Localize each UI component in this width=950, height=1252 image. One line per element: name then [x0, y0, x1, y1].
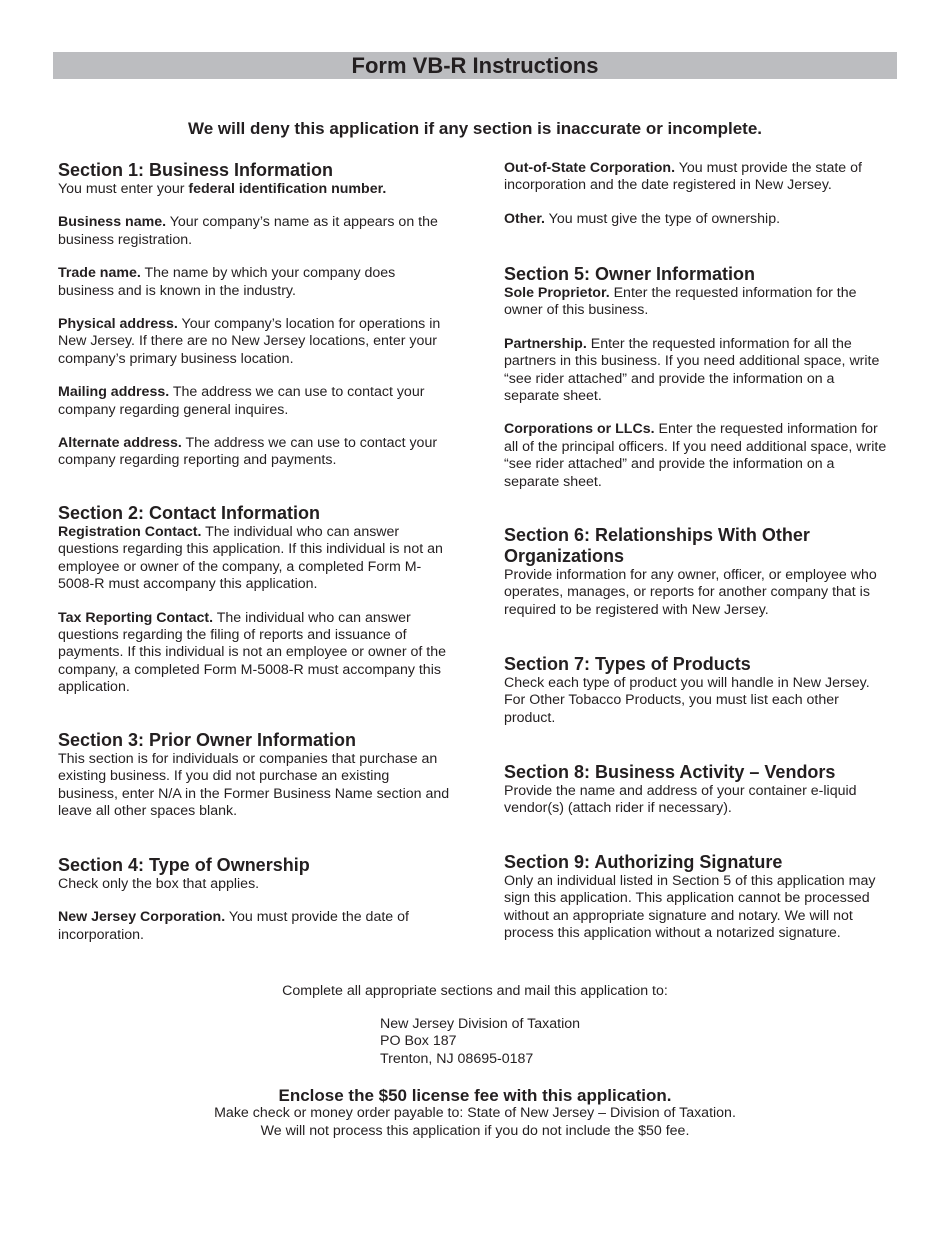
section-9-heading: Section 9: Authorizing Signature [504, 852, 783, 872]
item-text: Enter the requested information for all of the principal officers. If you need additional space, write “see rider attached” and provide the information on a separate sheet. [504, 421, 887, 490]
form-title: Form VB-R Instructions [53, 52, 897, 79]
sole-proprietor-item [504, 285, 889, 320]
intro-text: You must enter your [58, 181, 189, 197]
item-text: You must give the type of ownership. [545, 210, 781, 227]
section-6-heading: Section 6: Relationships With Other Organizations [504, 525, 810, 566]
nj-corporation-item [58, 909, 450, 944]
section-1-heading: Section 1: Business Information [58, 160, 334, 180]
section-5 [504, 264, 889, 491]
other-ownership-item [504, 211, 889, 228]
tax-reporting-contact-item [58, 610, 450, 697]
item-label: Physical address. [58, 316, 178, 333]
section-6 [504, 525, 889, 619]
section-7-heading: Section 7: Types of Products [504, 654, 751, 674]
section-5-heading: Section 5: Owner Information [504, 264, 756, 284]
section-7 [504, 654, 889, 727]
denial-warning: We will deny this application if any section is inaccurate or incomplete. [187, 119, 763, 138]
item-text: Your company’s name as it appears on the business registration. [58, 214, 438, 248]
section-7-text: Check each type of product you will handle in New Jersey. For Other Tobacco Products, you must list each other product. [504, 675, 870, 726]
item-label: Partnership. [504, 335, 587, 352]
item-label: Trade name. [58, 265, 141, 282]
item-label: Other. [504, 210, 545, 227]
item-label: Mailing address. [58, 384, 170, 401]
physical-address-item [58, 316, 450, 368]
item-label: Business name. [58, 214, 167, 231]
item-text: You must provide the date of incorporation. [58, 909, 409, 943]
item-text: The address we can use to contact your company regarding reporting and payments. [58, 435, 438, 469]
item-text: Enter the requested information for all the partners in this business. If you need additional space, write “see rider attached” and provide the information on a separate sheet. [504, 335, 880, 405]
section-1 [58, 160, 450, 470]
section-3 [58, 730, 450, 821]
section-8-heading: Section 8: Business Activity – Vendors [504, 762, 836, 782]
section-4 [58, 855, 450, 944]
fee-heading: Enclose the $50 license fee with this application. [278, 1086, 672, 1105]
item-label: Corporations or LLCs. [504, 421, 655, 438]
registration-contact-item [58, 524, 450, 594]
item-text: Your company’s location for operations in New Jersey. If there are no New Jersey locations, enter your company’s primary business location. [58, 316, 441, 367]
section-8 [504, 762, 889, 818]
section-3-text: This section is for individuals or companies that purchase an existing business. If you did not purchase an existing business, enter N/A in the Former Business Name section and leave all other spaces blank. [58, 751, 450, 820]
item-label: New Jersey Corporation. [58, 909, 226, 926]
section-1-intro [58, 181, 450, 198]
mail-instruction: Complete all appropriate sections and mail this application to: [282, 983, 668, 999]
out-of-state-corporation-item [504, 160, 889, 195]
corporations-item [504, 421, 889, 491]
item-text: The individual who can answer questions regarding the filing of reports and issuance of payments. If this individual is not an employee or owner of the company, a completed Form M-5008-R must accompany this application. [58, 609, 447, 696]
item-text: You must provide the state of incorporation and the date registered in New Jersey. [504, 160, 862, 194]
address-line: PO Box 187 [380, 1033, 457, 1050]
item-label: Alternate address. [58, 435, 182, 452]
intro-bold: federal identification number. [188, 181, 387, 197]
partnership-item [504, 336, 889, 406]
alternate-address-item [58, 435, 450, 470]
section-4-intro: Check only the box that applies. [58, 876, 260, 892]
address-line: Trenton, NJ 08695-0187 [380, 1050, 534, 1067]
section-6-text: Provide information for any owner, officer, or employee who operates, manages, or reports for another company that is required to be registered with New Jersey. [504, 567, 877, 618]
business-name-item [58, 214, 450, 249]
trade-name-item [58, 265, 450, 300]
mailing-address-block [380, 1016, 680, 1068]
no-fee-line: We will not process this application if you do not include the $50 fee. [260, 1123, 690, 1139]
section-9 [504, 852, 889, 943]
item-text: The name by which your company does business and is known in the industry. [58, 265, 396, 299]
mailing-address-item [58, 384, 450, 419]
item-label: Sole Proprietor. [504, 285, 610, 301]
section-8-text: Provide the name and address of your container e-liquid vendor(s) (attach rider if necessary). [504, 783, 857, 817]
section-4-heading: Section 4: Type of Ownership [58, 855, 310, 875]
section-2-heading: Section 2: Contact Information [58, 503, 321, 523]
item-text: Enter the requested information for the owner of this business. [504, 285, 857, 319]
section-9-text: Only an individual listed in Section 5 of this application may sign this application. This application cannot be processed without an appropriate signature and notary. We will not process this application without a notarized signature. [504, 873, 876, 942]
section-2 [58, 503, 450, 697]
item-label: Tax Reporting Contact. [58, 609, 214, 626]
item-text: The individual who can answer questions regarding this application. If this individual is not an employee or owner of the company, a completed Form M-5008-R must accompany this application. [58, 524, 443, 593]
item-label: Registration Contact. [58, 524, 202, 540]
section-4-continued [504, 160, 889, 228]
section-3-heading: Section 3: Prior Owner Information [58, 730, 357, 750]
item-label: Out-of-State Corporation. [504, 160, 676, 176]
payable-line: Make check or money order payable to: State of New Jersey – Division of Taxation. [214, 1105, 736, 1121]
address-line: New Jersey Division of Taxation [380, 1016, 581, 1032]
item-text: The address we can use to contact your company regarding general inquires. [58, 384, 425, 418]
